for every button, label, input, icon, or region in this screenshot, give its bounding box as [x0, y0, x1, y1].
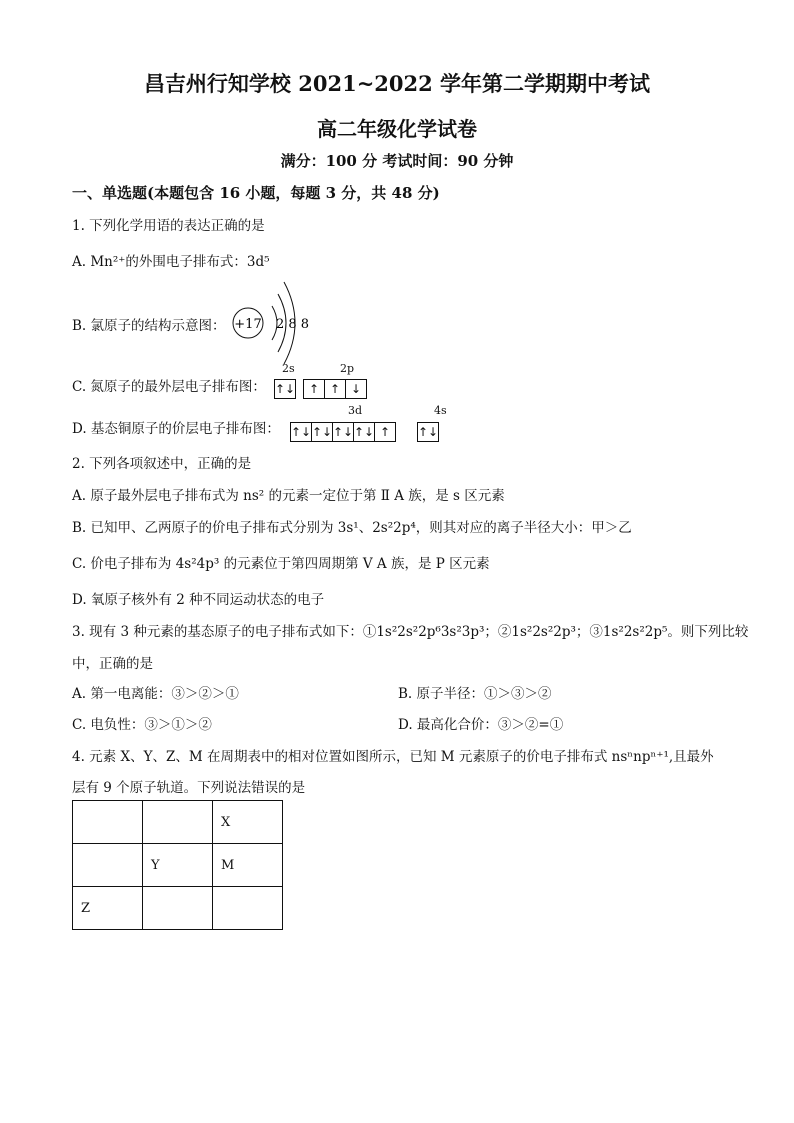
q1-option-d-text: D. 基态铜原子的价层电子排布图： — [72, 421, 280, 437]
orbital-box-2p: ↑ — [324, 379, 346, 399]
q1-stem: 1. 下列化学用语的表达正确的是 — [72, 218, 265, 234]
q1-option-b-text: B. 氯原子的结构示意图： — [72, 318, 226, 334]
section-heading: 一、单选题(本题包含 16 小题，每题 3 分，共 48 分) — [72, 184, 440, 202]
table-cell — [143, 887, 213, 930]
orbital-label-2p: 2p — [340, 362, 355, 375]
nucleus-charge: +17 — [234, 317, 262, 332]
periodic-position-table — [72, 800, 283, 930]
table-cell: M — [213, 844, 283, 887]
table-row — [73, 844, 283, 887]
q3-option-a: A. 第一电离能：③＞②＞① — [72, 686, 239, 702]
table-row — [73, 887, 283, 930]
table-cell — [73, 844, 143, 887]
exam-subtitle: 高二年级化学试卷 — [317, 117, 477, 141]
q2-option-a: A. 原子最外层电子排布式为 ns² 的元素一定位于第 Ⅱ A 族，是 s 区元素 — [72, 488, 505, 504]
orbital-box-3d: ↑↓ — [353, 422, 375, 442]
orbital-box-3d: ↑ — [374, 422, 396, 442]
chlorine-atom-diagram — [228, 278, 318, 368]
orbital-label-4s: 4s — [434, 404, 447, 417]
orbital-label-3d: 3d — [348, 404, 363, 417]
table-cell — [213, 887, 283, 930]
q3-stem-line2: 中，正确的是 — [72, 656, 153, 672]
q4-stem-line2: 层有 9 个原子轨道。下列说法错误的是 — [72, 780, 306, 796]
nitrogen-orbital-diagram — [275, 378, 367, 399]
orbital-box-4s: ↑↓ — [417, 422, 439, 442]
table-cell: Y — [143, 844, 213, 887]
table-cell: Z — [73, 887, 143, 930]
table-cell: X — [213, 801, 283, 844]
q2-option-c: C. 价电子排布为 4s²4p³ 的元素位于第四周期第 Ⅴ A 族，是 P 区元素 — [72, 556, 490, 572]
exam-title: 昌吉州行知学校 2021~2022 学年第二学期期中考试 — [143, 71, 651, 96]
q2-option-d: D. 氧原子核外有 2 种不同运动状态的电子 — [72, 592, 325, 608]
q3-stem-line1: 3. 现有 3 种元素的基态原子的电子排布式如下：①1s²2s²2p⁶3s²3p³；②1s²2s²2p³；③1s²2s²2p⁵。则下列比较 — [72, 624, 749, 640]
orbital-box-3d: ↑↓ — [290, 422, 312, 442]
table-cell — [73, 801, 143, 844]
copper-orbital-diagram — [291, 421, 439, 442]
q2-stem: 2. 下列各项叙述中，正确的是 — [72, 456, 252, 472]
table-row — [73, 801, 283, 844]
exam-info: 满分：100 分 考试时间：90 分钟 — [280, 152, 514, 170]
q3-option-c: C. 电负性：③＞①＞② — [72, 717, 212, 733]
q1-option-a: A. Mn²⁺的外围电子排布式：3d⁵ — [72, 254, 270, 270]
orbital-box-3d: ↑↓ — [311, 422, 333, 442]
q4-stem-line1: 4. 元素 X、Y、Z、M 在周期表中的相对位置如图所示，已知 M 元素原子的价电子排布式 nsⁿnpⁿ⁺¹,且最外 — [72, 749, 714, 765]
table-cell — [143, 801, 213, 844]
orbital-box-3d: ↑↓ — [332, 422, 354, 442]
q3-option-d: D. 最高化合价：③＞②=① — [398, 717, 564, 733]
electron-shells: 2 8 8 — [276, 317, 310, 332]
orbital-label-2s: 2s — [282, 362, 295, 375]
q2-option-b: B. 已知甲、乙两原子的价电子排布式分别为 3s¹、2s²2p⁴，则其对应的离子半径大小：甲＞乙 — [72, 520, 632, 536]
q3-option-b: B. 原子半径：①＞③＞② — [398, 686, 552, 702]
q1-option-c-text: C. 氮原子的最外层电子排布图： — [72, 379, 266, 395]
orbital-box-2p: ↓ — [345, 379, 367, 399]
orbital-box-2p: ↑ — [303, 379, 325, 399]
orbital-box-2s: ↑↓ — [274, 379, 296, 399]
